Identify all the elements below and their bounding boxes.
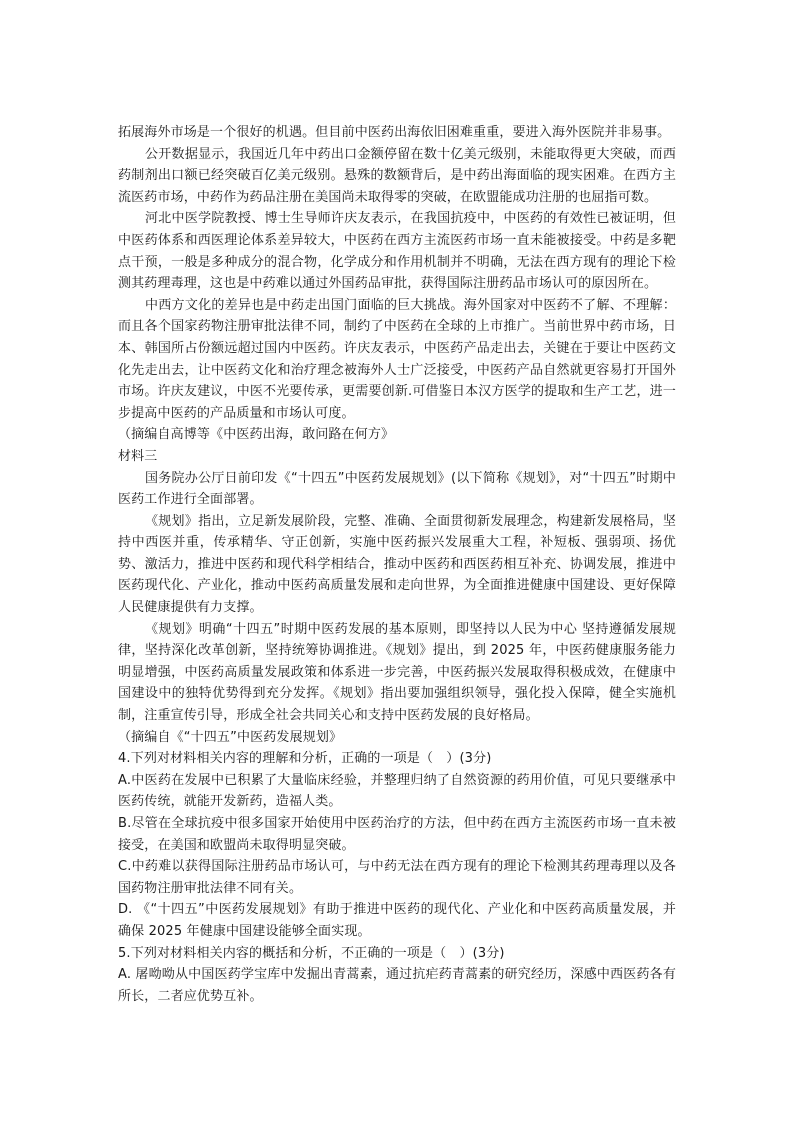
question-5-stem: 5.下列对材料相关内容的概括和分析，不正确的一项是（ ）(3分) xyxy=(118,945,505,961)
paragraph-plan-principles: 《规划》明确“十四五”时期中医药发展的基本原则，即坚持以人民为中心 坚持遵循发展规律，坚持深化改革创新，坚持统筹协调推进。《规划》提出，到 2025 年，中医药健康服务能力明显增强，中医药高质量发展政策和体系进一步完善，中医药振兴发展取得积极成效，在健康中国建设中的独特优势得到充分发挥。《规划》指出要加强组织领导，强化投入保障，健全实施机制，注重宣传引导，形成全社会共同关心和支持中医药发展的良好格局。 xyxy=(118,621,676,724)
exam-page xyxy=(118,122,676,1007)
paragraph-export-data: 公开数据显示，我国近几年中药出口金额停留在数十亿美元级别，未能取得更大突破，而西药制剂出口额已经突破百亿美元级别。悬殊的数额背后，是中药出海面临的现实困难。在西方主流医药市场，中药作为药品注册在美国尚未取得零的突破，在欧盟能成功注册的也屈指可数。 xyxy=(118,146,676,205)
source-citation-material3: （摘编自《“十四五”中医药发展规划》 xyxy=(118,729,343,745)
material3-heading: 材料三 xyxy=(118,448,158,464)
paragraph-culture-difference: 中西方文化的差异也是中药走出国门面临的巨大挑战。海外国家对中医药不了解、不理解：而且各个国家药物注册审批法律不同，制约了中医药在全球的上市推广。当前世界中药市场，日本、韩国所占份额远超过国内中医药。许庆友表示，中医药产品走出去，关键在于要让中医药文化先走出去，让中医药文化和治疗理念被海外人士广泛接受，中医药产品自然就更容易打开国外市场。许庆友建议，中医不光要传承，更需要创新.可借鉴日本汉方医学的提取和生产工艺，进一步提高中医药的产品质量和市场认可度。 xyxy=(118,297,676,421)
question-5-option-a: A. 屠呦呦从中国医药学宝库中发掘出青蒿素，通过抗疟药青蒿素的研究经历，深感中西医药各有所长，二者应优势互补。 xyxy=(118,967,676,1004)
source-citation-material2: （摘编自高博等《中医药出海，敢问路在何方》 xyxy=(118,427,395,443)
question-4-stem: 4.下列对材料相关内容的理解和分析，正确的一项是（ ）(3分) xyxy=(118,751,492,767)
question-4-option-d: D. 《“十四五”中医药发展规划》有助于推进中医药的现代化、产业化和中医药高质量发展，并确保 2025 年健康中国建设能够全面实现。 xyxy=(118,902,676,939)
paragraph-plan-issued: 国务院办公厅日前印发《“十四五”中医药发展规划》(以下简称《规划》，对“十四五”时期中医药工作进行全面部署。 xyxy=(118,470,676,508)
question-4-option-c: C.中药难以获得国际注册药品市场认可，与中药无法在西方现有的理论下检测其药理毒理以及各国药物注册审批法律不同有关。 xyxy=(118,859,676,896)
paragraph-xu-qingyou: 河北中医学院教授、博士生导师许庆友表示，在我国抗疫中，中医药的有效性已被证明，但中医药体系和西医理论体系差异较大，中医药在西方主流医药市场一直未能被接受。中药是多靶点干预，一般是多种成分的混合物，化学成分和作用机制并不明确，无法在西方现有的理论下检测其药理毒理，这也是中药难以通过外国药品审批，获得国际注册药品市场认可的原因所在。 xyxy=(118,211,676,292)
question-4-option-a: A.中医药在发展中已积累了大量临床经验，并整理归纳了自然资源的药用价值，可见只要继承中医药传统，就能开发新药，造福人类。 xyxy=(118,772,676,810)
paragraph-continued: 拓展海外市场是一个很好的机遇。但目前中医药出海依旧困难重重，要进入海外医院并非易事。 xyxy=(118,125,671,140)
question-4-option-b: B.尽管在全球抗疫中很多国家开始使用中医药治疗的方法，但中药在西方主流医药市场一直未被接受，在美国和欧盟尚未取得明显突破。 xyxy=(118,816,676,853)
paragraph-plan-points: 《规划》指出，立足新发展阶段，完整、准确、全面贯彻新发展理念，构建新发展格局，坚持中西医并重，传承精华、守正创新，实施中医药振兴发展重大工程，补短板、强弱项、扬优势、激活力，推进中医药和现代科学相结合，推动中医药和西医药相互补充、协调发展，推进中医药现代化、产业化，推动中医药高质量发展和走向世界，为全面推进健康中国建设、更好保障人民健康提供有力支撑。 xyxy=(118,513,676,616)
